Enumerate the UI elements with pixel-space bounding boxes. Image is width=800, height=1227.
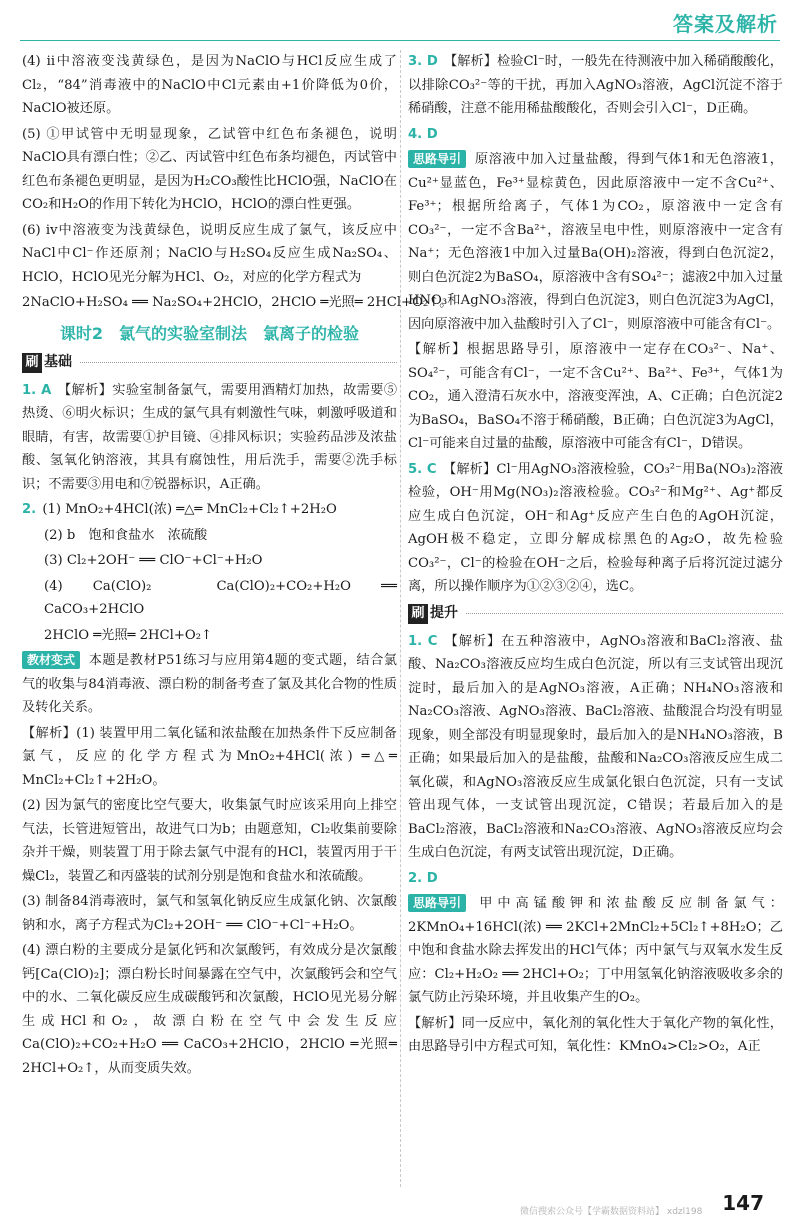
page-number: 147	[722, 1191, 764, 1215]
answer-item	[22, 379, 397, 497]
divider	[80, 362, 397, 363]
tier-heading-advance	[408, 602, 783, 626]
section-title: 课时2 氯气的实验室制法 氯离子的检验	[59, 323, 360, 343]
answer-text: 【解析】检验Cl⁻时，一般先在待测液中加入稀硝酸酸化，以排除CO₃²⁻等的干扰，再加入AgNO₃溶液，AgCl沉淀不溶于稀硝酸，注意不能用稀盐酸酸化，否则会引入Cl⁻，D正确。	[408, 54, 783, 116]
paragraph: 【解析】根据思路导引，原溶液中一定存在CO₃²⁻、Na⁺、SO₄²⁻，可能含有Cl⁻，一定不含Cu²⁺、Ba²⁺、Fe³⁺，气体1为CO₂，通入澄清石灰水中，溶液变浑浊，A、C正确；白色沉淀2为BaSO₄，BaSO₄不溶于稀硝酸，B正确；白色沉淀3为AgCl，Cl⁻可能来自过量的盐酸，原溶液中可能含有Cl⁻，D错误。	[408, 342, 783, 451]
answer-number: 2.	[22, 502, 37, 517]
answer-item	[408, 123, 783, 147]
guide-text: 原溶液中加入过量盐酸，得到气体1和无色溶液1，Cu²⁺显蓝色，Fe³⁺显棕黄色，因此原溶液中一定不含Cu²⁺、Fe³⁺；根据所给离子，气体1为CO₂，原溶液中一定含有CO₃²⁻，一定不含Ba²⁺，溶液呈电中性，则原溶液中一定含有Na⁺；无色溶液1中加入过量Ba(OH)₂溶液，得到白色沉淀2，则白色沉淀2为BaSO₄，原溶液中含有SO₄²⁻；滤液2中加入过量HNO₃和AgNO₃溶液，得到白色沉淀3，则白色沉淀3为AgCl，因向原溶液中加入盐酸时引入了Cl⁻，则原溶液中可能含有Cl⁻。	[408, 152, 783, 332]
answer-line: (1) MnO₂+4HCl(浓) ═△═ MnCl₂+Cl₂↑+2H₂O	[42, 502, 337, 517]
tier-heading-basic	[22, 351, 397, 375]
paragraph: (4) ⅱ中溶液变浅黄绿色，是因为NaClO与HCl反应生成了Cl₂，“84”消毒液中的NaClO中Cl元素由+1价降低为0价，NaClO被还原。	[22, 54, 397, 116]
tag-textbook: 教材变式	[22, 651, 80, 669]
paragraph: (2) 因为氯气的密度比空气要大，收集氯气时应该采用向上排空气法，长管进短管出，故进气口为b；由题意知，Cl₂收集前要除杂并干燥，则装置丁用于除去氯气中混有的HCl，装置丙用于干燥Cl₂，装置乙和丙盛装的试剂分别是饱和食盐水和浓硫酸。	[22, 798, 397, 884]
paragraph: (5) ①甲试管中无明显现象，乙试管中红色布条褪色，说明NaClO具有漂白性；②乙、丙试管中红色布条均褪色，丙试管中红色布条褪色更明显，是因为H₂CO₃酸性比HClO强，NaClO在CO₂和H₂O的作用下转化为HClO，HClO的漂白性更强。	[22, 126, 397, 212]
answer-line: 2HClO ═光照═ 2HCl+O₂↑	[44, 627, 213, 643]
guide-note	[408, 148, 783, 336]
header-rule	[20, 40, 780, 41]
divider	[466, 613, 783, 614]
answer-item	[22, 498, 397, 522]
shua-badge-icon: 刷	[22, 353, 42, 373]
textbook-note	[22, 649, 397, 720]
answer-number: 1. A	[22, 382, 52, 398]
answer-line: (2) b 饱和食盐水 浓硫酸	[44, 527, 208, 543]
answer-item	[408, 50, 783, 121]
tag-guide: 思路导引	[408, 894, 466, 912]
guide-text: 甲中高锰酸钾和浓盐酸反应制备氯气：2KMnO₄+16HCl(浓) ══ 2KCl+2MnCl₂+5Cl₂↑+8H₂O；乙中饱和食盐水除去挥发出的HCl气体；丙中氯气与双氧水发生反应：Cl₂+H₂O₂ ══ 2HCl+O₂；丁中用氢氧化钠溶液吸收多余的氯气防止污染环境，并且收集产生的O₂。	[408, 896, 783, 1005]
answer-text: 【解析】实验室制备氯气，需要用酒精灯加热，故需要⑤热烫、⑥明火标识；生成的氯气具有刺激性气味，刺激呼吸道和眼睛，有害，故需要①护目镜、④排风标识；实验药品涉及浓盐酸、氢氧化钠溶液，其具有腐蚀性，用后洗手，需要②洗手标识；不需要③用电和⑦锐器标识，A正确。	[22, 382, 398, 492]
answer-text: 【解析】在五种溶液中，AgNO₃溶液和BaCl₂溶液、盐酸、Na₂CO₃溶液反应均生成白色沉淀，所以有三支试管出现沉淀时，最后加入的是AgNO₃溶液，A正确；NH₄NO₃溶液和Na₂CO₃溶液、AgNO₃溶液、BaCl₂溶液、盐酸混合均没有明显现象，则全部没有明显现象时，最后加入的是NH₄NO₃溶液，B正确；如果最后加入的是盐酸，盐酸和Na₂CO₃溶液反应生成二氧化碳，和AgNO₃溶液反应生成氯化银白色沉淀，只有一支试管出现气体，一支试管出现沉淀，C错误；若最后加入的是BaCl₂溶液，BaCl₂溶液和Na₂CO₃溶液、AgNO₃溶液反应均会生成白色沉淀，有两支试管出现沉淀，D正确。	[408, 633, 783, 860]
guide-note	[408, 892, 783, 1010]
header-title: 答案及解析	[673, 12, 778, 36]
paragraph: (3) 制备84消毒液时，氯气和氢氧化钠反应生成氯化钠、次氯酸钠和水，离子方程式为Cl₂+2OH⁻ ══ ClO⁻+Cl⁻+H₂O。	[22, 894, 397, 933]
right-column	[408, 50, 783, 1061]
watermark: 微信搜索公众号【学霸数据资料站】 xdzl198	[520, 1207, 703, 1217]
answer-number: 3. D	[408, 54, 438, 69]
answer-line: (4) Ca(ClO)₂ Ca(ClO)₂+CO₂+H₂O ══ CaCO₃+2HClO	[44, 578, 397, 617]
equation: 2NaClO+H₂SO₄ ══ Na₂SO₄+2HClO，2HClO ═光照═ 2HCl+O₂↑。	[22, 295, 453, 310]
paragraph: 【解析】同一反应中，氧化剂的氧化性大于氧化产物的氧化性，由思路导引中方程式可知，氧化性：KMnO₄>Cl₂>O₂，A正	[408, 1015, 783, 1054]
answer-number: 5. C	[408, 461, 437, 477]
note-text: 本题是教材P51练习与应用第4题的变式题，结合氯气的收集与84消毒液、漂白粉的制备考查了氯及其化合物的性质及转化关系。	[22, 653, 397, 715]
paragraph: (4) 漂白粉的主要成分是氯化钙和次氯酸钙，有效成分是次氯酸钙[Ca(ClO)₂]；漂白粉长时间暴露在空气中，次氯酸钙会和空气中的水、二氧化碳反应生成碳酸钙和次氯酸，HClO见光易分解生成HCl和O₂，故漂白粉在空气中会发生反应Ca(ClO)₂+CO₂+H₂O ══ CaCO₃+2HClO，2HClO ═光照═ 2HCl+O₂↑，从而变质失效。	[22, 943, 397, 1076]
paragraph: (6) ⅳ中溶液变为浅黄绿色，说明反应生成了氯气，该反应中NaCl中Cl⁻作还原剂；NaClO与H₂SO₄反应生成Na₂SO₄、HClO，HClO见光分解为HCl、O₂，对应的化学方程式为	[22, 222, 397, 285]
tier-label: 基础	[44, 353, 72, 370]
paragraph: 【解析】(1) 装置甲用二氧化锰和浓盐酸在加热条件下反应制备氯气，反应的化学方程式为MnO₂+4HCl(浓) ═△═ MnCl₂+Cl₂↑+2H₂O。	[22, 725, 397, 788]
answer-item	[408, 867, 783, 891]
answer-number: 4. D	[408, 126, 438, 142]
tier-label: 提升	[430, 604, 458, 621]
column-divider	[400, 50, 401, 1187]
answer-line: (3) Cl₂+2OH⁻ ══ ClO⁻+Cl⁻+H₂O	[44, 553, 263, 568]
answer-number: 1. C	[408, 633, 438, 649]
tag-guide: 思路导引	[408, 150, 466, 168]
answer-number: 2. D	[408, 870, 438, 886]
answer-item	[408, 630, 783, 865]
answer-item	[408, 458, 783, 599]
answer-text: 【解析】Cl⁻用AgNO₃溶液检验，CO₃²⁻用Ba(NO₃)₂溶液检验，OH⁻用Mg(NO₃)₂溶液检验。CO₃²⁻和Mg²⁺、Ag⁺都反应生成白色沉淀，OH⁻和Ag⁺反应产生白色的AgOH沉淀，AgOH极不稳定，立即分解成棕黑色的Ag₂O，故先检验CO₃²⁻，Cl⁻的检验在OH⁻之后，检验每种离子后将沉淀过滤分离，所以操作顺序为①②③②④，选C。	[408, 461, 783, 594]
shua-badge-icon: 刷	[408, 604, 428, 624]
